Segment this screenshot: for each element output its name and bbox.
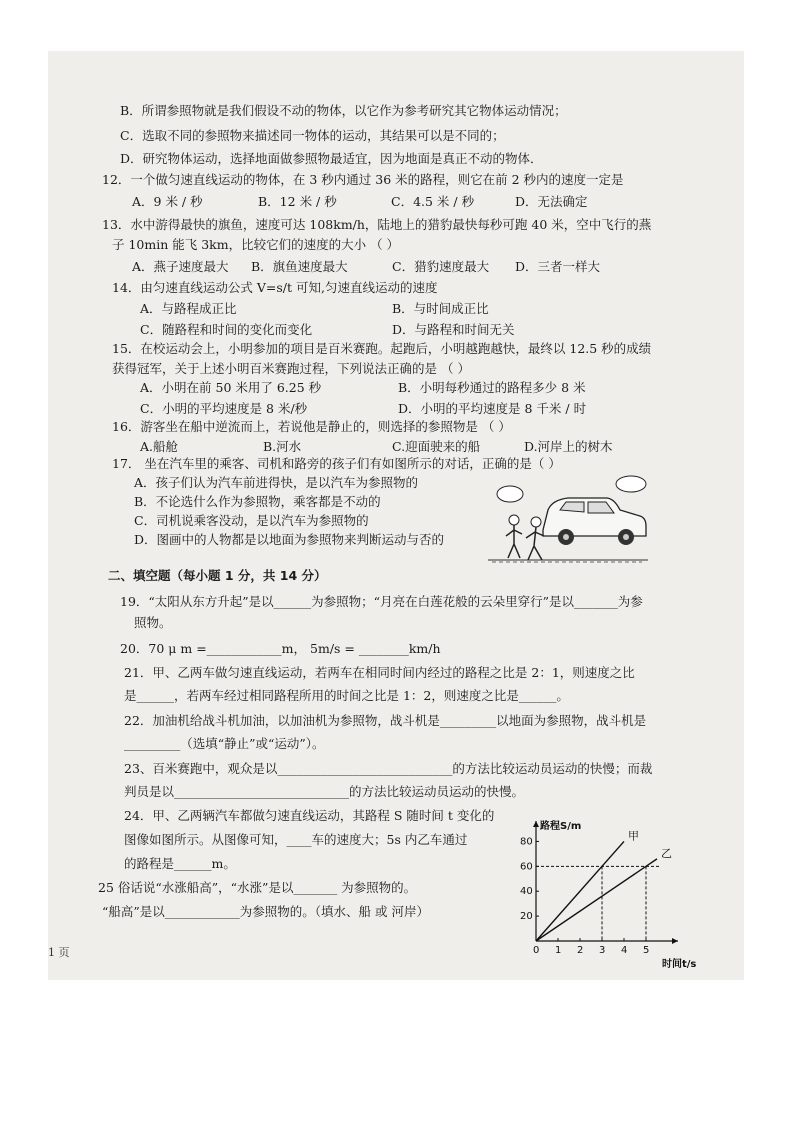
x-tick-label: 3 <box>599 945 606 956</box>
graph-series <box>536 841 657 941</box>
graph-labels <box>520 819 696 970</box>
q21-line2: 是______，若两车经过相同路程所用的时间之比是 1：2，则速度之比是______。 <box>124 688 569 703</box>
q16-stem: 16．游客坐在船中逆流而上，若说他是静止的，则选择的参照物是 （ ） <box>112 419 511 434</box>
q16-option-c: C.迎面驶来的船 <box>392 439 481 454</box>
q15-stem-line2: 获得冠军，关于上述小明百米赛跑过程，下列说法正确的是 （ ） <box>112 361 470 376</box>
x-tick-label: 0 <box>533 945 540 956</box>
q13-stem-line2: 子 10min 能飞 3km，比较它们的速度的大小 （ ） <box>112 237 400 252</box>
q13-option-b: B．旗鱼速度最大 <box>251 259 348 274</box>
q23-line2: 判员是以____________________________的方法比较运动员运动的快慢。 <box>124 784 525 799</box>
y-tick-label: 60 <box>520 861 533 873</box>
q19-line1: 19．“太阳从东方升起”是以______为参照物；“月亮在白莲花般的云朵里穿行”是以_______为参 <box>120 594 643 609</box>
series-label: 甲 <box>628 829 639 843</box>
q25-line1: 25 俗话说“水涨船高”，“水涨”是以_______ 为参照物的。 <box>98 880 417 895</box>
q11-option-c: C．选取不同的参照物来描述同一物体的运动，其结果可以是不同的； <box>120 128 505 143</box>
q12-option-b: B．12 米 / 秒 <box>258 194 337 209</box>
q13-option-a: A．燕子速度最大 <box>132 259 229 274</box>
q12-option-d: D．无法确定 <box>515 194 588 209</box>
exam-page <box>48 51 744 980</box>
q19-line2: 照物。 <box>134 615 172 630</box>
y-axis-label: 路程S/m <box>540 821 582 832</box>
q15-option-c: C．小明的平均速度是 8 米/秒 <box>140 401 308 416</box>
y-tick-label: 80 <box>520 836 533 848</box>
q16-option-a: A.船舱 <box>140 439 179 454</box>
q15-option-d: D．小明的平均速度是 8 千米 / 时 <box>398 401 587 416</box>
q25-line2: “船高”是以____________为参照物的。（填水、船 或 河岸） <box>102 904 429 919</box>
distance-time-graph <box>508 811 708 971</box>
q22-line1: 22．加油机给战斗机加油，以加油机为参照物，战斗机是_________以地面为参照物，战斗机是 <box>124 713 647 728</box>
graph-reference-lines <box>536 866 659 941</box>
q17-option-c: C．司机说乘客没动，是以汽车为参照物的 <box>134 513 369 528</box>
q11-option-d: D．研究物体运动，选择地面做参照物最适宜，因为地面是真正不动的物体． <box>120 151 543 166</box>
q14-option-a: A．与路程成正比 <box>140 301 237 316</box>
q17-option-d: D．图画中的人物都是以地面为参照物来判断运动与否的 <box>134 532 445 547</box>
x-tick-label: 4 <box>621 945 628 956</box>
q12-option-a: A．9 米 / 秒 <box>132 194 203 209</box>
q14-option-c: C．随路程和时间的变化而变化 <box>140 322 313 337</box>
q23-line1: 23、百米赛跑中，观众是以____________________________的方法比较运动员运动的快慢；而裁 <box>124 761 653 776</box>
q22-line2: _________（选填“静止”或“运动”）。 <box>124 736 325 751</box>
q21-line1: 21．甲、乙两车做匀速直线运动，若两车在相同时间内经过的路程之比是 2：1，则速度之比 <box>124 665 635 680</box>
car-cartoon-illustration <box>488 470 648 568</box>
q15-option-b: B．小明每秒通过的路程多少 8 米 <box>398 380 586 395</box>
q17-stem: 17． 坐在汽车里的乘客、司机和路旁的孩子们有如图所示的对话，正确的是（ ） <box>112 456 561 471</box>
q12-stem: 12．一个做匀速直线运动的物体，在 3 秒内通过 36 米的路程，则它在前 2 秒内的速度一定是 <box>102 172 624 187</box>
q17-option-b: B．不论选什么作为参照物，乘客都是不动的 <box>134 494 381 509</box>
q24-line3: 的路程是______m。 <box>124 856 236 871</box>
q14-stem: 14．由匀速直线运动公式 V=s/t 可知,匀速直线运动的速度 <box>112 280 438 295</box>
q17-option-a: A．孩子们认为汽车前进得快，是以汽车为参照物的 <box>134 475 419 490</box>
x-axis-arrow <box>672 938 678 944</box>
x-axis-label: 时间t/s <box>662 959 697 970</box>
q15-stem-line1: 15．在校运动会上，小明参加的项目是百米赛跑。起跑后，小明越跑越快，最终以 12.5 秒的成绩 <box>112 341 652 356</box>
q14-option-d: D．与路程和时间无关 <box>392 322 515 337</box>
q12-option-c: C．4.5 米 / 秒 <box>391 194 475 209</box>
q15-option-a: A．小明在前 50 米用了 6.25 秒 <box>140 380 322 395</box>
q13-stem-line1: 13．水中游得最快的旗鱼，速度可达 108km/h，陆地上的猎豹最快每秒可跑 40 米，空中飞行的燕 <box>102 217 652 232</box>
q13-option-d: D．三者一样大 <box>515 259 601 274</box>
q13-option-c: C．猎豹速度最大 <box>392 259 490 274</box>
series-label: 乙 <box>661 846 672 860</box>
graph-axes <box>533 821 678 944</box>
x-tick-label: 1 <box>555 945 562 956</box>
x-tick-label: 2 <box>577 945 584 956</box>
y-tick-label: 20 <box>520 911 533 923</box>
q16-option-d: D.河岸上的树木 <box>524 439 613 454</box>
y-tick-label: 40 <box>520 886 533 898</box>
page-number: 1 页 <box>48 946 70 959</box>
q20: 20．70 μ m =____________m， 5m/s = ________km/h <box>120 641 441 656</box>
q24-line1: 24．甲、乙两辆汽车都做匀速直线运动，其路程 S 随时间 t 变化的 <box>124 808 495 823</box>
q24-line2: 图像如图所示。从图像可知，____车的速度大；5s 内乙车通过 <box>124 832 468 847</box>
series-line-jia <box>536 841 624 941</box>
x-tick-label: 5 <box>643 945 650 956</box>
q11-option-b: B．所谓参照物就是我们假设不动的物体，以它作为参考研究其它物体运动情况； <box>120 103 567 118</box>
q14-option-b: B．与时间成正比 <box>392 301 489 316</box>
section-fill-in-heading: 二、填空题（每小题 1 分，共 14 分） <box>108 568 327 583</box>
y-axis-arrow <box>533 821 539 827</box>
q16-option-b: B.河水 <box>263 439 302 454</box>
series-line-yi <box>536 859 657 941</box>
